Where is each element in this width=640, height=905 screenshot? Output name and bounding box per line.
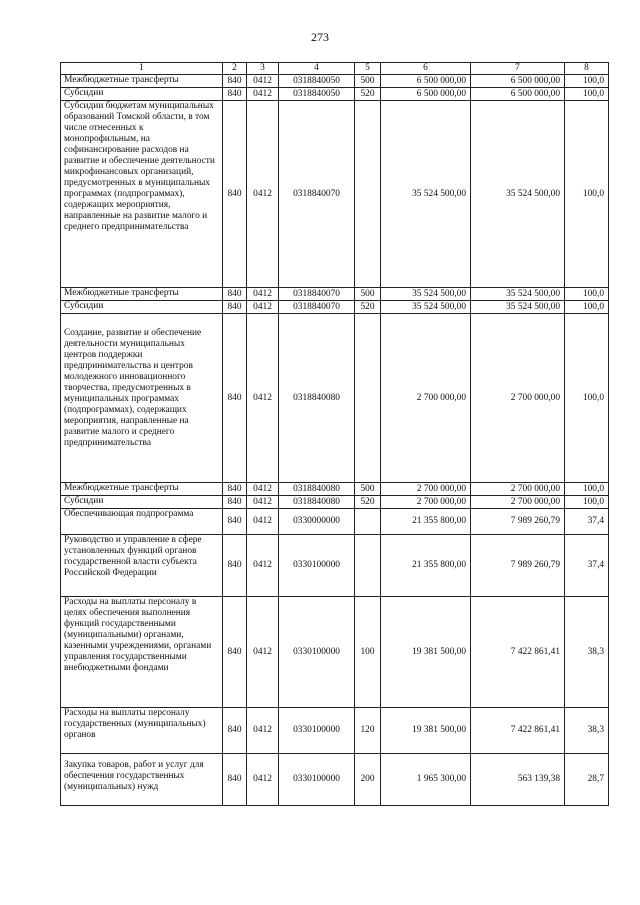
header-cell: 8 <box>565 63 609 75</box>
cell-type: 120 <box>355 708 381 754</box>
cell-section: 0412 <box>247 88 279 101</box>
cell-target: 0330100000 <box>279 597 355 708</box>
cell-target: 0318840070 <box>279 288 355 301</box>
cell-ministry: 840 <box>223 314 247 483</box>
cell-type: 520 <box>355 301 381 314</box>
budget-table <box>60 62 609 806</box>
row-name: Закупка товаров, работ и услуг для обеспечения государственных (муниципальных) нужд <box>61 754 223 806</box>
cell-ministry: 840 <box>223 535 247 597</box>
cell-section: 0412 <box>247 597 279 708</box>
cell-plan: 19 381 500,00 <box>381 597 471 708</box>
header-cell: 1 <box>61 63 223 75</box>
cell-ministry: 840 <box>223 708 247 754</box>
cell-plan: 35 524 500,00 <box>381 101 471 288</box>
table-row <box>61 509 609 535</box>
cell-plan: 2 700 000,00 <box>381 314 471 483</box>
row-name: Субсидии <box>61 301 223 314</box>
cell-ministry: 840 <box>223 509 247 535</box>
cell-target: 0330100000 <box>279 754 355 806</box>
cell-type: 200 <box>355 754 381 806</box>
row-name: Межбюджетные трансферты <box>61 75 223 88</box>
cell-target: 0318840080 <box>279 483 355 496</box>
cell-actual: 35 524 500,00 <box>471 288 565 301</box>
table-row <box>61 483 609 496</box>
cell-actual: 6 500 000,00 <box>471 88 565 101</box>
cell-target: 0318840080 <box>279 496 355 509</box>
cell-section: 0412 <box>247 301 279 314</box>
cell-percent: 100,0 <box>565 101 609 288</box>
cell-plan: 21 355 800,00 <box>381 509 471 535</box>
cell-actual: 2 700 000,00 <box>471 314 565 483</box>
cell-plan: 6 500 000,00 <box>381 88 471 101</box>
cell-section: 0412 <box>247 754 279 806</box>
cell-actual: 7 422 861,41 <box>471 597 565 708</box>
table-row <box>61 708 609 754</box>
row-name: Субсидии <box>61 88 223 101</box>
cell-type: 520 <box>355 88 381 101</box>
row-name: Субсидии <box>61 496 223 509</box>
cell-percent: 37,4 <box>565 509 609 535</box>
cell-percent: 38,3 <box>565 708 609 754</box>
table-row <box>61 535 609 597</box>
cell-actual: 7 989 260,79 <box>471 509 565 535</box>
table-row <box>61 101 609 288</box>
cell-target: 0318840070 <box>279 101 355 288</box>
cell-plan: 1 965 300,00 <box>381 754 471 806</box>
cell-plan: 35 524 500,00 <box>381 301 471 314</box>
cell-actual: 2 700 000,00 <box>471 496 565 509</box>
table-row <box>61 314 609 483</box>
cell-ministry: 840 <box>223 88 247 101</box>
row-name: Расходы на выплаты персоналу государственных (муниципальных) органов <box>61 708 223 754</box>
table-row <box>61 88 609 101</box>
cell-plan: 19 381 500,00 <box>381 708 471 754</box>
cell-actual: 7 422 861,41 <box>471 708 565 754</box>
cell-target: 0318840080 <box>279 314 355 483</box>
header-cell: 3 <box>247 63 279 75</box>
cell-plan: 2 700 000,00 <box>381 483 471 496</box>
table-row <box>61 288 609 301</box>
cell-percent: 100,0 <box>565 75 609 88</box>
header-cell: 7 <box>471 63 565 75</box>
cell-percent: 100,0 <box>565 496 609 509</box>
row-name: Субсидии бюджетам муниципальных образований Томской области, в том числе отнесенных к монопрофильным, на софинансирование расходов на развитие и обеспечение деятельности микрофинансовых организаций, предусмотренных в муниципальных программах (подпрограммах), содержащих мероприятия, направленные на развитие малого и среднего предпринимательства <box>61 101 223 288</box>
row-name: Руководство и управление в сфере установленных функций органов государственной власти субъекта Российской Федерации <box>61 535 223 597</box>
cell-type: 500 <box>355 75 381 88</box>
row-name: Создание, развитие и обеспечение деятельности муниципальных центров поддержки предпринимательства и центров молодежного инновационного творчества, предусмотренных в муниципальных программах (подпрограммах), содержащих мероприятия, направленные на развитие малого и среднего предпринимательства <box>61 314 223 483</box>
cell-plan: 2 700 000,00 <box>381 496 471 509</box>
table-row <box>61 496 609 509</box>
header-cell: 5 <box>355 63 381 75</box>
cell-section: 0412 <box>247 101 279 288</box>
cell-ministry: 840 <box>223 483 247 496</box>
cell-ministry: 840 <box>223 754 247 806</box>
cell-type <box>355 314 381 483</box>
cell-percent: 100,0 <box>565 483 609 496</box>
cell-ministry: 840 <box>223 496 247 509</box>
cell-actual: 2 700 000,00 <box>471 483 565 496</box>
table-row <box>61 75 609 88</box>
cell-target: 0318840050 <box>279 75 355 88</box>
cell-section: 0412 <box>247 314 279 483</box>
cell-ministry: 840 <box>223 288 247 301</box>
cell-type: 500 <box>355 288 381 301</box>
cell-ministry: 840 <box>223 597 247 708</box>
cell-type: 100 <box>355 597 381 708</box>
cell-ministry: 840 <box>223 301 247 314</box>
cell-percent: 28,7 <box>565 754 609 806</box>
cell-actual: 35 524 500,00 <box>471 101 565 288</box>
cell-type <box>355 101 381 288</box>
table-row <box>61 597 609 708</box>
cell-type: 520 <box>355 496 381 509</box>
cell-actual: 7 989 260,79 <box>471 535 565 597</box>
row-name: Обеспечивающая подпрограмма <box>61 509 223 535</box>
row-name: Расходы на выплаты персоналу в целях обеспечения выполнения функций государственными (муниципальными) органами, казенными учреждениями, органами управления государственными внебюджетными фондами <box>61 597 223 708</box>
cell-percent: 100,0 <box>565 301 609 314</box>
table-row <box>61 754 609 806</box>
cell-type <box>355 509 381 535</box>
cell-ministry: 840 <box>223 101 247 288</box>
cell-percent: 38,3 <box>565 597 609 708</box>
cell-section: 0412 <box>247 535 279 597</box>
cell-type <box>355 535 381 597</box>
cell-actual: 35 524 500,00 <box>471 301 565 314</box>
cell-section: 0412 <box>247 75 279 88</box>
header-row <box>61 63 609 75</box>
cell-percent: 37,4 <box>565 535 609 597</box>
cell-target: 0318840050 <box>279 88 355 101</box>
cell-plan: 21 355 800,00 <box>381 535 471 597</box>
header-cell: 2 <box>223 63 247 75</box>
cell-section: 0412 <box>247 288 279 301</box>
header-cell: 4 <box>279 63 355 75</box>
cell-target: 0330100000 <box>279 708 355 754</box>
header-cell: 6 <box>381 63 471 75</box>
cell-ministry: 840 <box>223 75 247 88</box>
cell-actual: 563 139,38 <box>471 754 565 806</box>
cell-percent: 100,0 <box>565 288 609 301</box>
page-number: 273 <box>311 30 329 44</box>
cell-target: 0318840070 <box>279 301 355 314</box>
cell-percent: 100,0 <box>565 88 609 101</box>
cell-section: 0412 <box>247 496 279 509</box>
cell-plan: 6 500 000,00 <box>381 75 471 88</box>
cell-percent: 100,0 <box>565 314 609 483</box>
cell-plan: 35 524 500,00 <box>381 288 471 301</box>
cell-type: 500 <box>355 483 381 496</box>
cell-target: 0330000000 <box>279 509 355 535</box>
table-row <box>61 301 609 314</box>
row-name: Межбюджетные трансферты <box>61 288 223 301</box>
cell-section: 0412 <box>247 708 279 754</box>
cell-actual: 6 500 000,00 <box>471 75 565 88</box>
cell-section: 0412 <box>247 509 279 535</box>
row-name: Межбюджетные трансферты <box>61 483 223 496</box>
cell-target: 0330100000 <box>279 535 355 597</box>
cell-section: 0412 <box>247 483 279 496</box>
